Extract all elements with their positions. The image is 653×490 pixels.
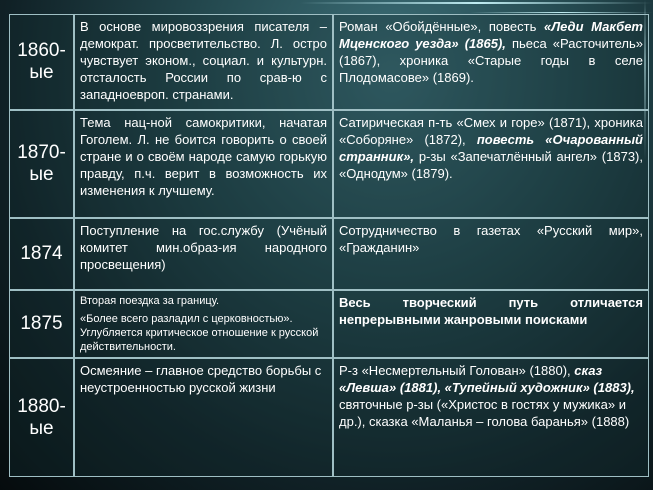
worldview-cell-1870s: Тема нац-ной самокритики, начатая Гоголем. Л. не боится говорить о своей стране и о своём народе самую горькую правду, п.ч. верит в возможность их изменения к лучшему. — [74, 110, 333, 218]
works-text: р-зы «Запечатлённый ангел» (1873), «Однодум» (1879). — [339, 149, 643, 181]
event-cell-1875 — [74, 290, 333, 358]
works-text: Р-з «Несмертельный Голован» (1880), — [339, 363, 575, 378]
year-label: 1874 — [20, 243, 63, 264]
event-cell-1874: Поступление на гос.службу (Учёный комитет мин.образ-ия народного просвещения) — [74, 218, 333, 290]
works-text: Сатирическая п-ть «Смех и горе» (1871), хроника «Соборяне» (1872), — [339, 115, 643, 147]
works-text: Роман «Обойдённые», повесть — [339, 19, 544, 34]
year-label: 1880-ые — [17, 395, 66, 439]
decorative-glow-line-top-2 — [470, 12, 653, 13]
event-line: «Более всего разладил с церковностью». Углубляется критическое отношение к русской действительности. — [80, 313, 319, 353]
biography-table — [9, 14, 649, 477]
works-text-highlight: повесть «Очарованный странник», — [339, 132, 643, 164]
summary-text: Весь творческий путь отличается непрерывными жанровыми поисками — [339, 295, 643, 327]
works-cell-1870s — [333, 110, 649, 218]
year-label: 1870-ые — [17, 142, 66, 185]
works-text: пьеса «Расточитель» (1867), хроника «Старые годы в селе Плодомасове» (1869). — [339, 36, 643, 85]
works-text-highlight: «Леди Макбет Мценского уезда» (1865), — [339, 19, 643, 51]
works-text: святочные р-зы («Христос в гостях у мужика» и др.), сказка «Маланья – голова баранья» (1888) — [339, 397, 630, 429]
year-label: 1860-ые — [17, 40, 66, 83]
summary-cell-1875 — [333, 290, 649, 358]
works-cell-1860s — [333, 14, 649, 110]
year-cell-1870s — [9, 110, 74, 218]
theme-cell-1880s: Осмеяние – главное средство борьбы с неустроенностью русской жизни — [74, 358, 333, 477]
worldview-cell-1860s: В основе мировоззрения писателя – демократ. просветительство. Л. остро чувствует эконом., социал. и культурн. отсталость России по срав-ю с западноевроп. странами. — [74, 14, 333, 110]
works-text-highlight: сказ «Левша» (1881), «Тупейный художник» (1883), — [339, 363, 635, 395]
year-cell-1880s — [9, 358, 74, 477]
event-line: Вторая поездка за границу. — [80, 295, 220, 307]
works-text: Сотрудничество в газетах «Русский мир», «Гражданин» — [339, 223, 643, 255]
works-cell-1874 — [333, 218, 649, 290]
works-cell-1880s — [333, 358, 649, 477]
decorative-glow-line-top — [300, 2, 653, 4]
year-cell-1860s — [9, 14, 74, 110]
year-cell-1874 — [9, 218, 74, 290]
year-label: 1875 — [20, 313, 63, 334]
year-cell-1875 — [9, 290, 74, 358]
